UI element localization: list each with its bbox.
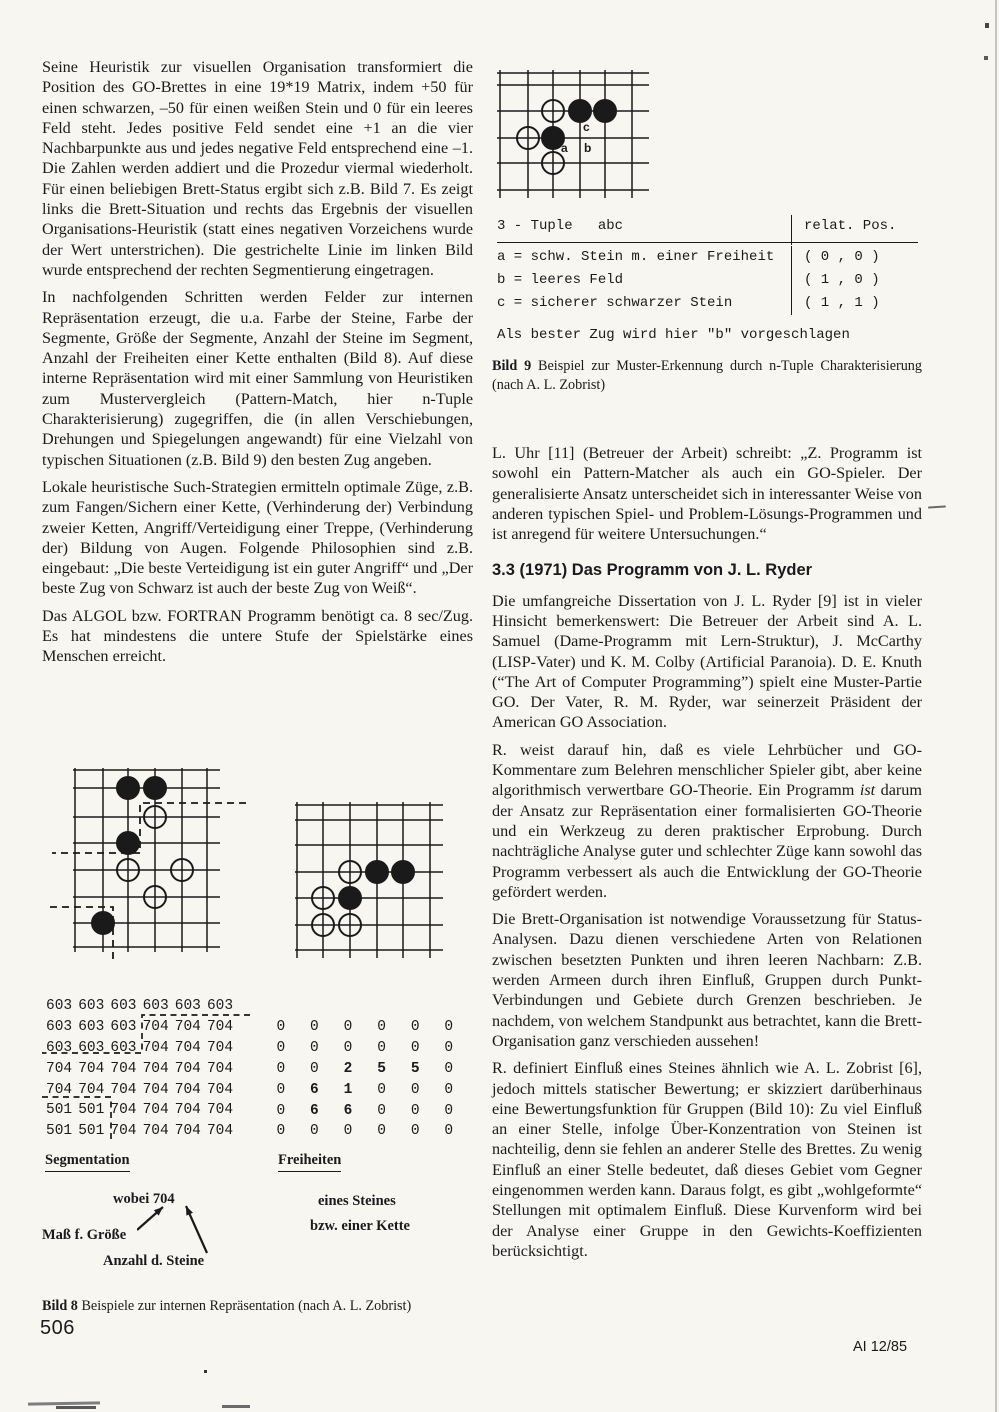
- table-header-right: relat. Pos.: [791, 215, 918, 245]
- matrix-cell: 6: [343, 1102, 353, 1119]
- scan-speck: [984, 56, 988, 60]
- paragraph-brett-organisation: Die Brett-Organisation ist notwendige Voraussetzung für Status-Analysen. Dazu dienen verschiedene Arten von Relationen zwischen besetzten Punkten und ihren leeren Nachbarn: Z.B. werden Armeen durch ihren Einfluß, Gruppen durch Punkt-Verbindungen und Gebiete durch Grenzen beschrieben. Je nachdem, von welchem Standpunkt aus betrachtet, kann die Brett-Organisation ganz verschieden aussehen!: [492, 910, 922, 1050]
- matrix-cell: 0: [276, 1040, 286, 1057]
- matrix-cell: 704: [110, 1123, 137, 1140]
- matrix-cell: 1: [343, 1081, 353, 1098]
- go-board-figure-bild9: [497, 56, 657, 204]
- matrix-cell: 501: [78, 1123, 105, 1140]
- scan-smudge: [56, 1406, 96, 1409]
- matrix-cell: 704: [142, 1039, 169, 1056]
- matrix-cell: 501: [46, 1123, 73, 1140]
- matrix-row: [264, 1017, 466, 1038]
- label-wobei-704: wobei 704: [113, 1191, 175, 1207]
- matrix-cell: 0: [410, 1040, 420, 1057]
- table-row: [497, 292, 918, 315]
- tuple-table: [497, 215, 918, 315]
- section-heading: 3.3 (1971) Das Programm von J. L. Ryder: [492, 560, 813, 579]
- matrix-row: [264, 1121, 466, 1142]
- paragraph-uhr-quote: L. Uhr [11] (Betreuer der Arbeit) schreibt: „Z. Programm ist sowohl ein Pattern-Matcher als auch ein GO-Spieler. Der generalisierte Ansatz unterscheidet sich in interessanter Weise von anderen typischen Spiel- und Problem-Lösungs-Programmen und ist anregend für weitere Untersuchungen.“: [492, 444, 922, 544]
- matrix-cell: 0: [410, 1123, 420, 1140]
- matrix-cell: 603: [110, 1039, 137, 1056]
- journal-reference: AI 12/85: [853, 1339, 908, 1355]
- annotation-arrows: [137, 1200, 227, 1262]
- matrix-cell: 0: [276, 1102, 286, 1119]
- tuple-pos: ( 0 , 0 ): [791, 246, 918, 269]
- matrix-cell: 0: [343, 1123, 353, 1140]
- matrix-cell: 0: [276, 1081, 286, 1098]
- matrix-cell: 0: [410, 1102, 420, 1119]
- right-column: [492, 56, 922, 1268]
- figure8-caption-text: Beispiele zur internen Repräsentation (nach A. L. Zobrist): [77, 1298, 412, 1314]
- paragraph-ryder: Die umfangreiche Dissertation von J. L. Ryder [9] ist in vieler Hinsicht bemerkenswert: Die Betreuer der Arbeit sind A. L. Samuel (Dame-Programm mit Lern-Struktur), J. McCarthy (LISP-Vater) und K. M. Colby (Artificial Paranoia). D. E. Knuth (“The Art of Computer Programming”) spielt eine Muster-Partie GO. Der Vater, R. M. Ryder, war seinerzeit Präsident der American GO Association.: [492, 591, 922, 732]
- matrix-cell: 603: [142, 998, 169, 1015]
- scan-dot: [204, 1370, 207, 1373]
- matrix-cell: 6: [310, 1081, 319, 1098]
- margin-dash-mark: [928, 505, 946, 509]
- svg-text:a: a: [561, 141, 568, 155]
- table-row: [497, 246, 918, 269]
- matrix-row: [264, 1038, 466, 1059]
- matrix-cell: 704: [142, 1019, 169, 1036]
- matrix-cell: 704: [206, 1039, 234, 1056]
- matrix-cell: 603: [78, 1019, 105, 1036]
- matrix-cell: 704: [110, 1102, 137, 1119]
- matrix-cell: 704: [206, 1123, 234, 1140]
- page-number: 506: [40, 1317, 75, 1339]
- left-column: [42, 57, 473, 674]
- figure-bild8: [42, 760, 487, 1340]
- label-bzw-kette: bzw. einer Kette: [310, 1218, 410, 1234]
- matrix-cell: 0: [276, 1060, 286, 1077]
- matrix-cell: 704: [142, 1102, 169, 1119]
- tuple-pos: ( 1 , 0 ): [791, 269, 918, 292]
- matrix-cell: 603: [174, 998, 201, 1015]
- matrix-cell: 704: [46, 1081, 73, 1098]
- matrix-cell: 704: [78, 1081, 105, 1098]
- matrix-cell: 603: [78, 1039, 105, 1056]
- matrix-cell: 704: [110, 1060, 137, 1077]
- segmentation-dashed-lines: [42, 990, 272, 1150]
- matrix-cell: 704: [142, 1123, 169, 1140]
- matrix-cell: 0: [377, 1081, 386, 1098]
- tuple-pos: ( 1 , 1 ): [791, 292, 918, 315]
- matrix-cell: 704: [78, 1060, 105, 1077]
- matrix-cell: 704: [110, 1081, 137, 1098]
- table-row: [497, 269, 918, 292]
- matrix-cell: 501: [46, 1102, 73, 1119]
- matrix-cell: 0: [343, 1040, 353, 1057]
- paragraph-heuristic: Seine Heuristik zur visuellen Organisation transformiert die Position des GO-Brettes in eine 19*19 Matrix, indem +50 für einen schwarzen, –50 für einen weißen Stein und 0 für ein leeres Feld steht. Jedes positive Feld sendet eine +1 an die vier Nachbarpunkte aus und jedes negative Feld entsprechend eine –1. Die Zahlen werden addiert und die Prozedur viermal wiederholt. Für einen beliebigen Brett-Status ergibt sich z.B. Bild 7. Es zeigt links die Brett-Situation und rechts das Ergebnis der visuellen Organisations-Heuristik (statt eines negativen Vorzeichens wurde der Wert unterstrichen). Die gestrichelte Linie im linken Bild wurde entsprechend der rechten Segmentierung eingetragen.: [42, 58, 473, 279]
- figure8-caption: [42, 1297, 476, 1316]
- scan-edge-line: [995, 0, 997, 1412]
- matrix-cell: 0: [377, 1040, 386, 1057]
- matrix-cell: 0: [276, 1019, 286, 1036]
- table-header-left: 3 - Tuple abc: [497, 218, 624, 234]
- go-board-bild8-right: [295, 790, 447, 965]
- tuple-desc: b = leeres Feld: [497, 272, 624, 288]
- paragraph-repraesentation: In nachfolgenden Schritten werden Felder zur internen Repräsentation erzeugt, die u.a. Farbe der Steine, Farbe der Segmente, Größe der Segmente, Anzahl der Steine im Segment, Anzahl der Freiheiten einer Kette enthalten (Bild 8). Auf diese interne Repräsentation wird mit einer Sammlung von Heuristiken zum Mustervergleich (Pattern-Match, hier n-Tuple Charakterisierung) zugegriffen, die (in allen Verschiebungen, Drehungen und Spiegelungen angewandt) für eine Vielzahl von typischen Situationen (z.B. Bild 9) den besten Zug angeben.: [42, 288, 473, 469]
- matrix-cell: 6: [310, 1102, 319, 1119]
- matrix-cell: 0: [410, 1081, 420, 1098]
- matrix-cell: 0: [343, 1019, 353, 1036]
- matrix-cell: 704: [206, 1102, 234, 1119]
- matrix-cell: 603: [78, 998, 105, 1015]
- matrix-cell: 0: [377, 1102, 386, 1119]
- matrix-cell: 704: [206, 1060, 234, 1077]
- matrix-cell: 0: [410, 1019, 420, 1036]
- figure8-caption-label: Bild 8: [42, 1298, 78, 1314]
- matrix-cell: 704: [174, 1081, 201, 1098]
- matrix-row: [264, 1059, 466, 1080]
- scan-speck: [985, 23, 989, 28]
- matrix-cell: 501: [78, 1102, 105, 1119]
- figure9-caption-text: Beispiel zur Muster-Erkennung durch n-Tuple Charakterisierung (nach A. L. Zobrist): [492, 358, 922, 393]
- label-eines-steines: eines Steines: [318, 1193, 396, 1209]
- matrix-cell: 704: [174, 1060, 201, 1077]
- matrix-cell: 704: [174, 1102, 201, 1119]
- label-mass-groesse: Maß f. Größe: [42, 1227, 127, 1243]
- paragraph-einfluss: R. definiert Einfluß eines Steines ähnlich wie A. L. Zobrist [6], jedoch mittels statischer Bewertung; er skizziert darüberhinaus eine Bewertungsfunktion für Gruppen (Bild 10): Zu viel Einfluß an einer Stelle, infolge Über-Konzentration von Steinen ist nachteilig, denn sie fehlen an anderer Stelle des Brettes. Zu wenig Einfluß an einer Stelle bedeutet, daß dieses Gebiet vom Gegner eingenommen werden kann. Daraus folgt, es gibt „wohlgeformte“ Stellungen mit optimalem Einfluß. Diese Kurvenform wird bei der Analyse einer Gruppe in den Gewichts-Koeffizienten berücksichtigt.: [492, 1059, 922, 1260]
- paragraph-strategien: Lokale heuristische Such-Strategien ermitteln optimale Züge, z.B. zum Fangen/Sichern einer Kette, (Verhinderung der) Verbindung zweier Ketten, Angriff/Verteidigung einer Treppe, (Verhinderung der) Bildung von Augen. Folgende Philosophien sind z.B. eingebaut: „Die beste Verteidigung ist ein guter Angriff“ und „Der beste Zug von Schwarz ist auch der beste Zug von Weiß“.: [42, 477, 473, 598]
- matrix-cell: 0: [310, 1019, 319, 1036]
- label-segmentation: Segmentation: [45, 1152, 130, 1172]
- matrix-cell: 704: [174, 1039, 201, 1056]
- figure9-caption: [492, 357, 922, 394]
- label-freiheiten: Freiheiten: [278, 1152, 341, 1172]
- matrix-cell: 0: [444, 1019, 454, 1036]
- matrix-cell: 0: [444, 1040, 454, 1057]
- matrix-cell: 2: [343, 1060, 353, 1077]
- matrix-cell: 603: [46, 1039, 73, 1056]
- matrix-cell: 0: [377, 1123, 386, 1140]
- matrix-row: [264, 1100, 466, 1121]
- matrix-cell: 0: [444, 1102, 454, 1119]
- matrix-cell: 603: [206, 998, 234, 1015]
- table-header-row: [497, 215, 918, 243]
- best-move-note: Als bester Zug wird hier "b" vorgeschlagen: [497, 327, 850, 343]
- matrix-row: [264, 1079, 466, 1100]
- tuple-desc: a = schw. Stein m. einer Freiheit: [497, 249, 775, 265]
- matrix-cell: 603: [46, 1019, 73, 1036]
- matrix-cell: 704: [174, 1019, 201, 1036]
- matrix-cell: 704: [174, 1123, 201, 1140]
- matrix-cell: 0: [310, 1123, 319, 1140]
- matrix-cell: 704: [206, 1019, 234, 1036]
- tuple-desc: c = sicherer schwarzer Stein: [497, 295, 733, 311]
- paragraph-algol: Das ALGOL bzw. FORTRAN Programm benötigt ca. 8 sec/Zug. Es hat mindestens die untere Stufe der Spielstärke eines Menschen erreicht.: [42, 606, 473, 666]
- paragraph-go-theorie: R. weist darauf hin, daß es viele Lehrbücher und GO-Kommentare zum Belehren menschlicher Spieler gibt, aber keine algorithmisch verwertbare GO-Theorie. Ein Programm ist darum der Ansatz zur Repräsentation einer formalisierten GO-Theorie und ein Werkzeug zu deren praktischer Erprobung. Durch nachträgliche Analyse guter und schlechter Züge kann sowohl das Programm verbessert als auch die Entwicklung der GO-Theorie gefördert werden.: [492, 740, 922, 901]
- go-board-bild8-left: [48, 765, 253, 965]
- matrix-cell: 0: [310, 1060, 319, 1077]
- scan-smudge: [28, 1401, 100, 1405]
- matrix-cell: 5: [410, 1060, 420, 1077]
- label-anzahl-steine: Anzahl d. Steine: [103, 1253, 205, 1269]
- figure9-caption-label: Bild 9: [492, 358, 532, 374]
- matrix-cell: 603: [110, 998, 137, 1015]
- matrix-cell: 0: [276, 1123, 286, 1140]
- matrix-cell: 603: [46, 998, 73, 1015]
- matrix-cell: 704: [142, 1060, 169, 1077]
- svg-text:c: c: [583, 120, 590, 134]
- scan-smudge: [222, 1405, 250, 1408]
- matrix-cell: 0: [444, 1060, 454, 1077]
- matrix-cell: 704: [142, 1081, 169, 1098]
- matrix-cell: 5: [377, 1060, 386, 1077]
- matrix-cell: 704: [46, 1060, 73, 1077]
- svg-text:b: b: [584, 141, 592, 155]
- matrix-cell: 603: [110, 1019, 137, 1036]
- matrix-cell: 0: [310, 1040, 319, 1057]
- matrix-cell: 0: [444, 1081, 454, 1098]
- freiheiten-matrix: [264, 1017, 466, 1142]
- matrix-cell: 0: [377, 1019, 386, 1036]
- matrix-cell: 0: [444, 1123, 454, 1140]
- matrix-cell: 704: [206, 1081, 234, 1098]
